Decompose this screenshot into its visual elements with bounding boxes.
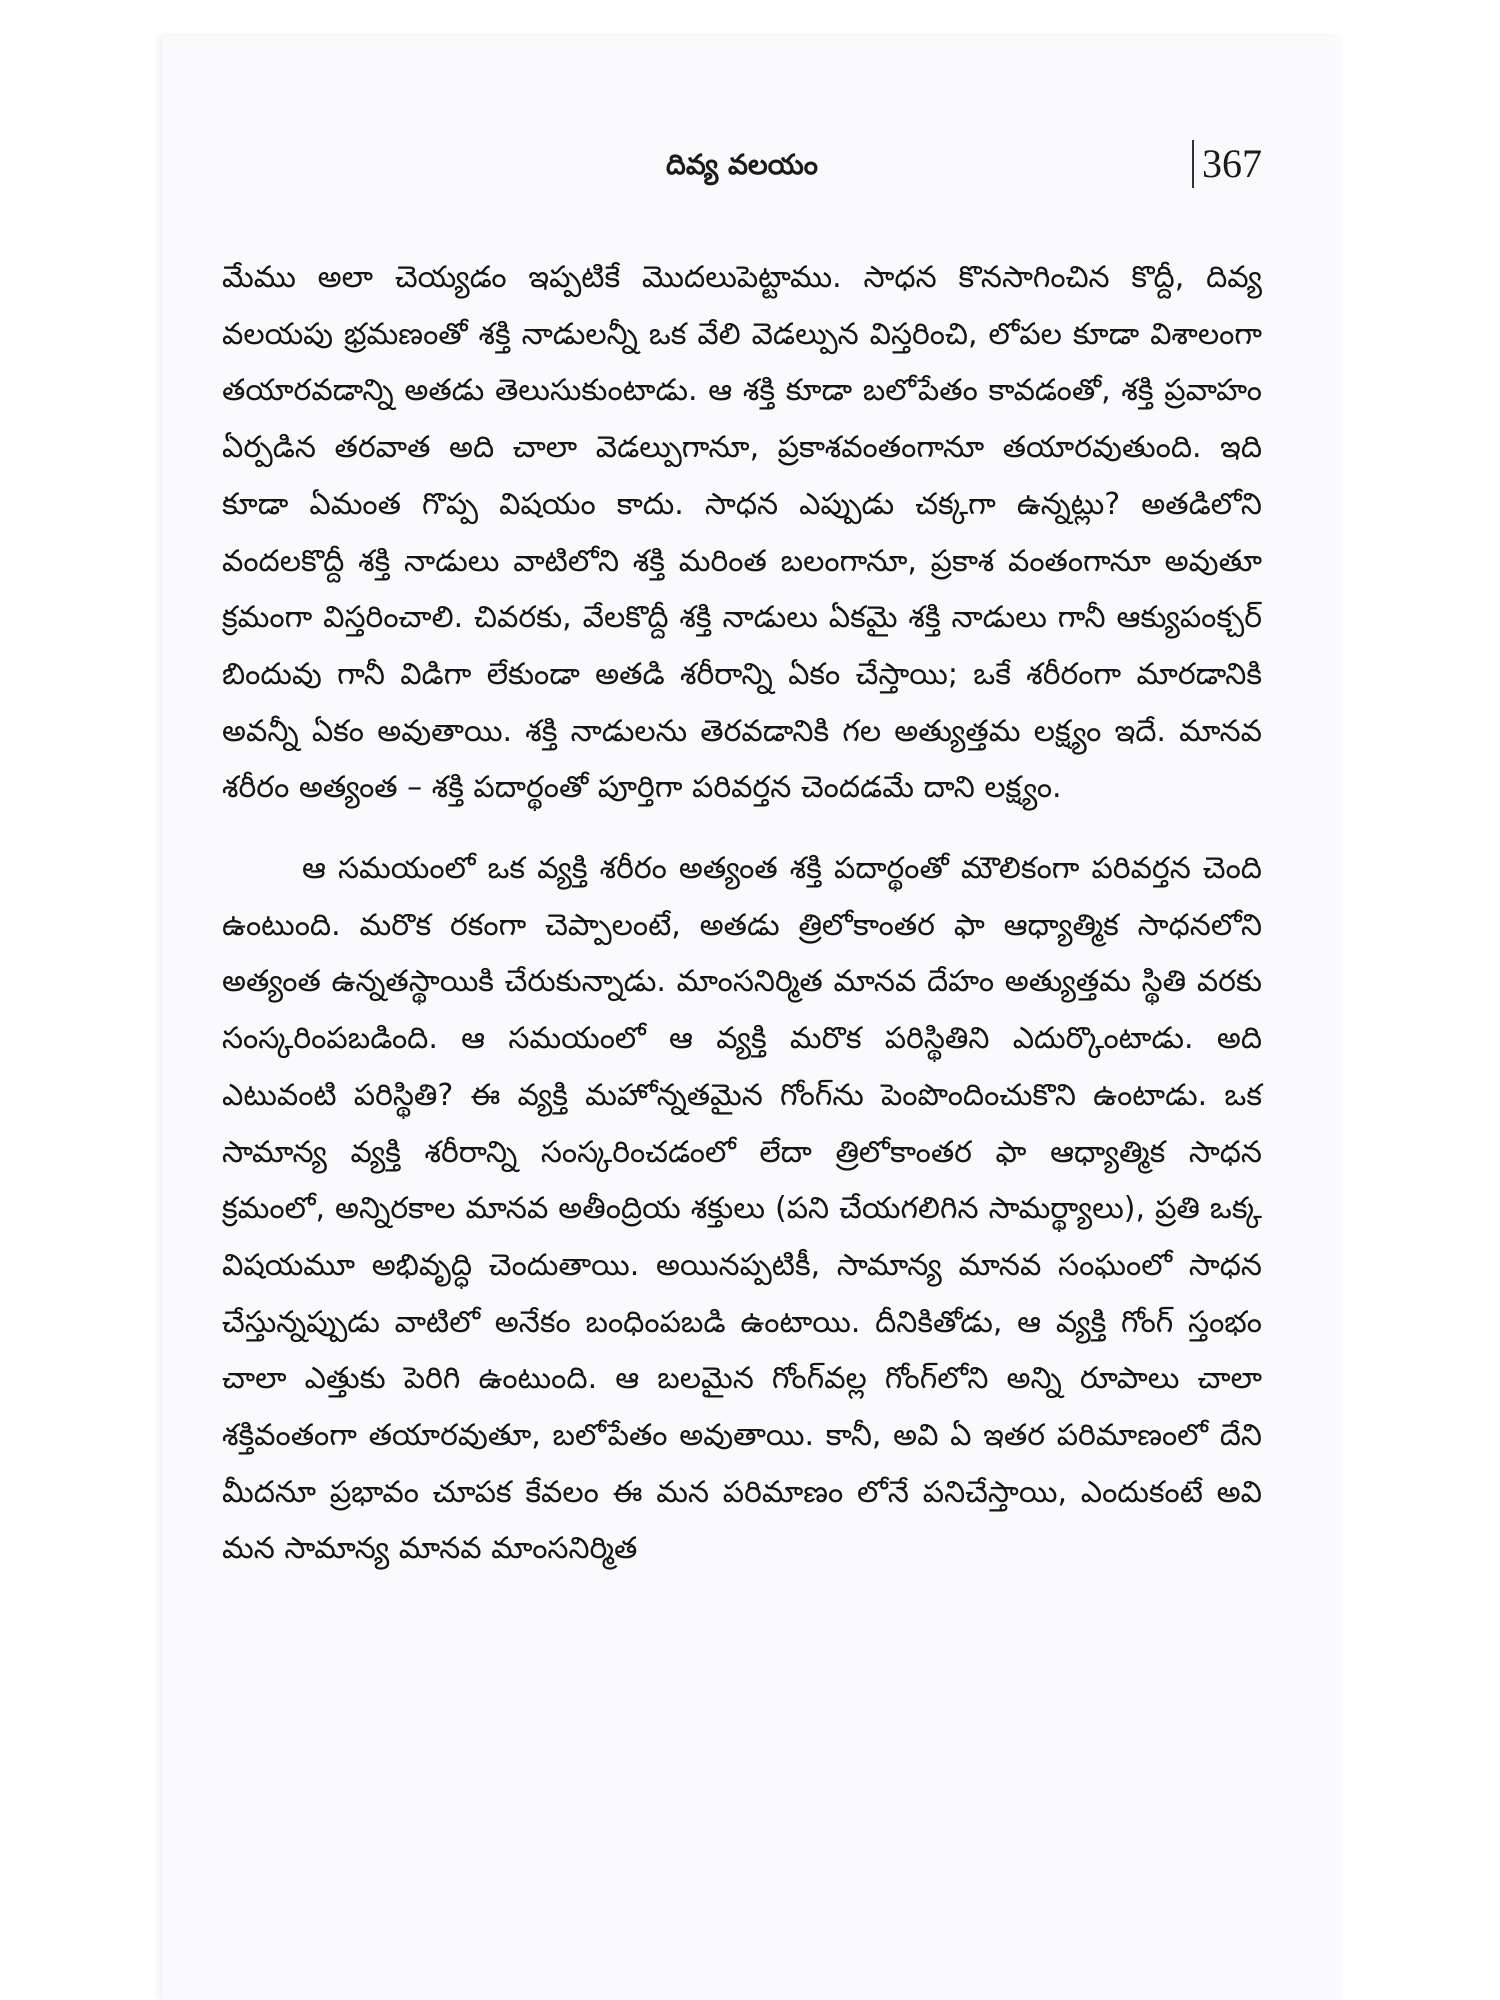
running-header <box>222 140 1262 200</box>
body-text <box>222 250 1262 1578</box>
running-title: దివ్య వలయం <box>666 148 818 181</box>
page-number: 367 <box>1192 140 1262 188</box>
paragraph: మేము అలా చెయ్యడం ఇప్పటికే మొదలుపెట్టాము. సాధన కొనసాగించిన కొద్దీ, దివ్య వలయపు భ్రమణంతో శక్తి నాడులన్నీ ఒక వేలి వెడల్పున విస్తరించి, లోపల కూడా విశాలంగా తయారవడాన్ని అతడు తెలుసుకుంటాడు. ఆ శక్తి కూడా బలోపేతం కావడంతో, శక్తి ప్రవాహం ఏర్పడిన తరవాత అది చాలా వెడల్పుగానూ, ప్రకాశవంతంగానూ తయారవుతుంది. ఇది కూడా ఏమంత గొప్ప విషయం కాదు. సాధన ఎప్పుడు చక్కగా ఉన్నట్లు? అతడిలోని వందలకొద్దీ శక్తి నాడులు వాటిలోని శక్తి మరింత బలంగానూ, ప్రకాశ వంతంగానూ అవుతూ క్రమంగా విస్తరించాలి. చివరకు, వేలకొద్దీ శక్తి నాడులు ఏకమై శక్తి నాడులు గానీ ఆక్యుపంక్చర్ బిందువు గానీ విడిగా లేకుండా అతడి శరీరాన్ని ఏకం చేస్తాయి; ఒకే శరీరంగా మారడానికి అవన్నీ ఏకం అవుతాయి. శక్తి నాడులను తెరవడానికి గల అత్యుత్తమ లక్ష్యం ఇదే. మానవ శరీరం అత్యంత – శక్తి పదార్థంతో పూర్తిగా పరివర్తన చెందడమే దాని లక్ష్యం. <box>222 260 1262 806</box>
paragraph: ఆ సమయంలో ఒక వ్యక్తి శరీరం అత్యంత శక్తి పదార్థంతో మౌలికంగా పరివర్తన చెంది ఉంటుంది. మరొక రకంగా చెప్పాలంటే, అతడు త్రిలోకాంతర ఫా ఆధ్యాత్మిక సాధనలోని అత్యంత ఉన్నతస్థాయికి చేరుకున్నాడు. మాంసనిర్మిత మానవ దేహం అత్యుత్తమ స్థితి వరకు సంస్కరింపబడింది. ఆ సమయంలో ఆ వ్యక్తి మరొక పరిస్థితిని ఎదుర్కొంటాడు. అది ఎటువంటి పరిస్థితి? ఈ వ్యక్తి మహోన్నతమైన గోంగ్‌ను పెంపొందించుకొని ఉంటాడు. ఒక సామాన్య వ్యక్తి శరీరాన్ని సంస్కరించడంలో లేదా త్రిలోకాంతర ఫా ఆధ్యాత్మిక సాధన క్రమంలో, అన్నిరకాల మానవ అతీంద్రియ శక్తులు (పని చేయగలిగిన సామర్థ్యాలు), ప్రతి ఒక్క విషయమూ అభివృద్ధి చెందుతాయి. అయినప్పటికీ, సామాన్య మానవ సంఘంలో సాధన చేస్తున్నప్పుడు వాటిలో అనేకం బంధింపబడి ఉంటాయి. దీనికితోడు, ఆ వ్యక్తి గోంగ్ స్తంభం చాలా ఎత్తుకు పెరిగి ఉంటుంది. ఆ బలమైన గోంగ్‌వల్ల గోంగ్‌లోని అన్ని రూపాలు చాలా శక్తివంతంగా తయారవుతూ, బలోపేతం అవుతాయి. కానీ, అవి ఏ ఇతర పరిమాణంలో దేని మీదనూ ప్రభావం చూపక కేవలం ఈ మన పరిమాణం లోనే పనిచేస్తాయి, ఎందుకంటే అవి మన సామాన్య మానవ మాంసనిర్మిత <box>222 851 1262 1567</box>
